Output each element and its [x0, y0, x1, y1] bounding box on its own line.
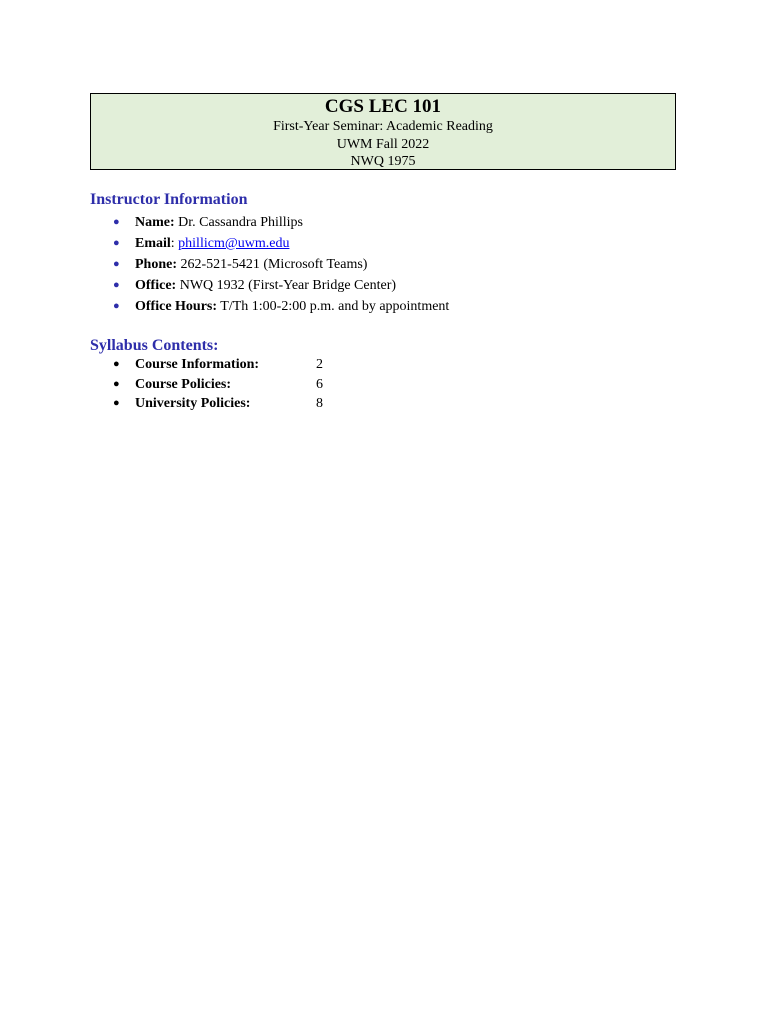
list-item-office-hours — [0, 296, 449, 317]
contents-item-page: 8 — [316, 396, 323, 411]
phone-label: Phone: — [135, 257, 177, 272]
syllabus-contents-heading: Syllabus Contents: — [90, 337, 219, 354]
office-hours-label: Office Hours: — [135, 299, 218, 314]
course-code: CGS LEC 101 — [324, 96, 442, 117]
bullet-icon: ● — [113, 216, 120, 228]
contents-item-page: 6 — [316, 376, 323, 392]
instructor-heading: Instructor Information — [90, 191, 248, 208]
email-label: Email — [135, 236, 171, 251]
bullet-icon: ● — [113, 237, 120, 249]
bullet-icon: ● — [113, 358, 120, 370]
contents-item — [0, 375, 323, 395]
contents-item — [0, 355, 323, 375]
list-item-phone — [0, 254, 449, 275]
course-room: NWQ 1975 — [350, 154, 416, 169]
bullet-icon: ● — [113, 397, 120, 409]
email-link[interactable]: phillicm@uwm.edu — [178, 236, 290, 251]
bullet-icon: ● — [113, 377, 120, 390]
list-item-email — [0, 233, 449, 254]
email-colon: : — [170, 236, 175, 251]
office-label: Office: — [135, 278, 177, 293]
syllabus-contents-list — [0, 355, 323, 414]
instructor-list — [0, 212, 449, 317]
name-label: Name: — [135, 215, 175, 230]
contents-item-label: University Policies: — [135, 396, 251, 411]
phone-value: 262-521-5421 (Microsoft Teams) — [180, 257, 368, 272]
contents-item-page: 2 — [316, 357, 323, 372]
contents-item — [0, 394, 323, 414]
list-item-name — [0, 212, 449, 233]
course-name: First-Year Seminar: Academic Reading — [273, 119, 493, 134]
list-item-office — [0, 275, 449, 296]
bullet-icon: ● — [113, 279, 120, 291]
name-value: Dr. Cassandra Phillips — [178, 215, 303, 230]
office-value: NWQ 1932 (First-Year Bridge Center) — [179, 278, 397, 293]
course-term: UWM Fall 2022 — [336, 136, 430, 152]
office-hours-value: T/Th 1:00-2:00 p.m. and by appointment — [220, 299, 450, 314]
contents-item-label: Course Information: — [135, 357, 260, 372]
contents-item-label: Course Policies: — [135, 376, 232, 392]
course-header-box — [90, 93, 676, 170]
bullet-icon: ● — [113, 258, 120, 270]
bullet-icon: ● — [113, 300, 120, 312]
